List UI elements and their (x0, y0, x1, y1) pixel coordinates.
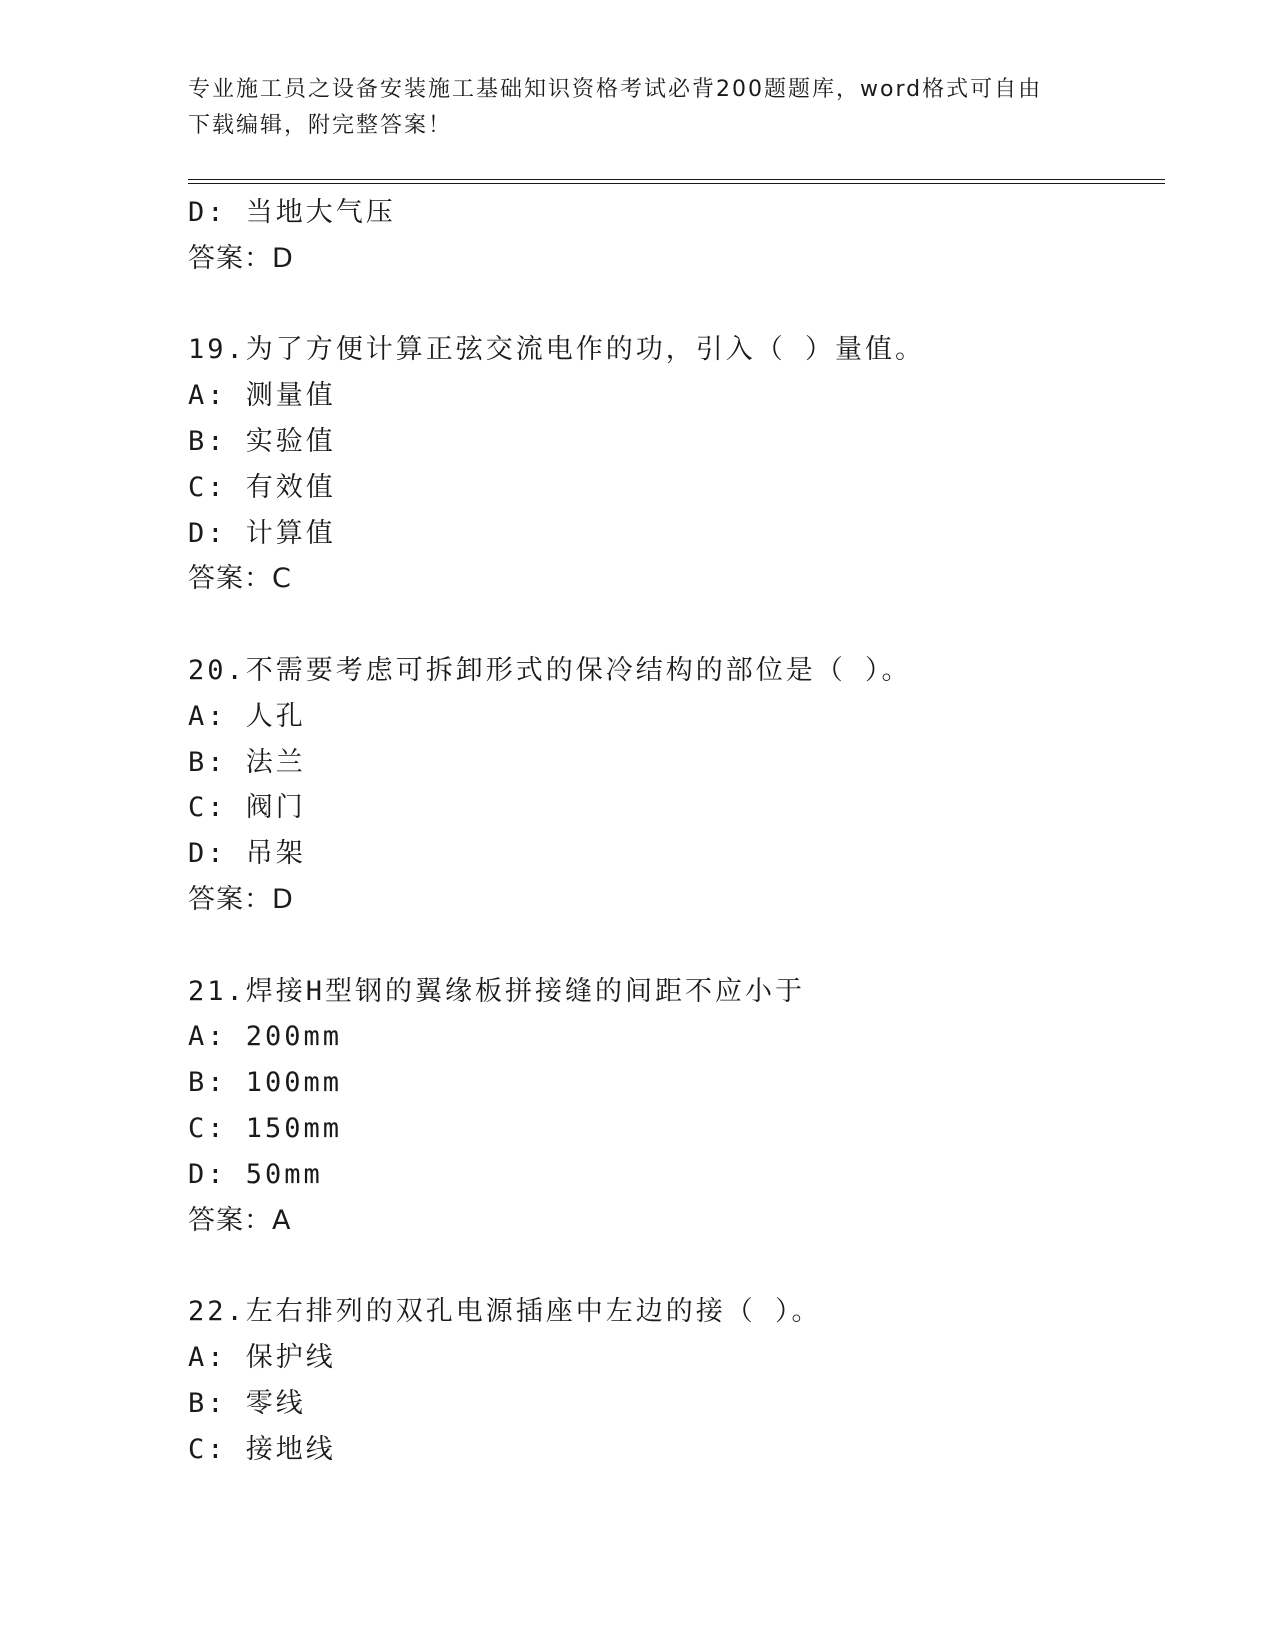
answer-line: 答案：A (188, 1204, 292, 1236)
option-d: D: 当地大气压 (188, 197, 396, 228)
question-22 (188, 1289, 1165, 1472)
spacer (188, 923, 1165, 969)
question-21 (188, 969, 1165, 1244)
option-c: C: 接地线 (188, 1433, 336, 1465)
option-d: D: 50mm (188, 1158, 323, 1190)
option-c: C: 150mm (188, 1112, 343, 1144)
header-divider-top (188, 179, 1165, 180)
header-line-2: 下载编辑，附完整答案！ (188, 113, 453, 138)
question-20 (188, 648, 1165, 923)
answer-line: 答案：D (188, 883, 294, 915)
spacer (188, 1243, 1165, 1289)
question-list (188, 190, 1165, 1472)
option-a: A: 200mm (188, 1021, 343, 1053)
option-c: C: 有效值 (188, 471, 336, 503)
option-d: D: 吊架 (188, 838, 306, 870)
option-a: A: 测量值 (188, 380, 336, 412)
header-divider-bottom (188, 183, 1165, 184)
option-c: C: 阀门 (188, 792, 306, 824)
question-18-tail (188, 190, 1165, 282)
question-stem: 20.不需要考虑可拆卸形式的保冷结构的部位是（ ）。 (188, 654, 912, 686)
option-b: B: 100mm (188, 1067, 343, 1099)
option-d: D: 计算值 (188, 517, 336, 549)
header-line-1: 专业施工员之设备安装施工基础知识资格考试必背200题题库，word格式可自由 (188, 77, 1043, 102)
question-stem: 22.左右排列的双孔电源插座中左边的接（ ）。 (188, 1296, 822, 1328)
answer-line: 答案：C (188, 563, 292, 595)
answer-line: 答案：D (188, 242, 294, 274)
document-header (188, 72, 1088, 144)
question-stem: 19.为了方便计算正弦交流电作的功，引入（ ）量值。 (188, 334, 926, 366)
spacer (188, 602, 1165, 648)
option-a: A: 保护线 (188, 1341, 336, 1373)
option-b: B: 法兰 (188, 746, 306, 778)
option-b: B: 零线 (188, 1387, 306, 1419)
option-b: B: 实验值 (188, 425, 336, 457)
question-stem: 21.焊接H型钢的翼缘板拼接缝的间距不应小于 (188, 975, 806, 1007)
spacer (188, 282, 1165, 328)
question-19 (188, 327, 1165, 602)
option-a: A: 人孔 (188, 700, 306, 732)
